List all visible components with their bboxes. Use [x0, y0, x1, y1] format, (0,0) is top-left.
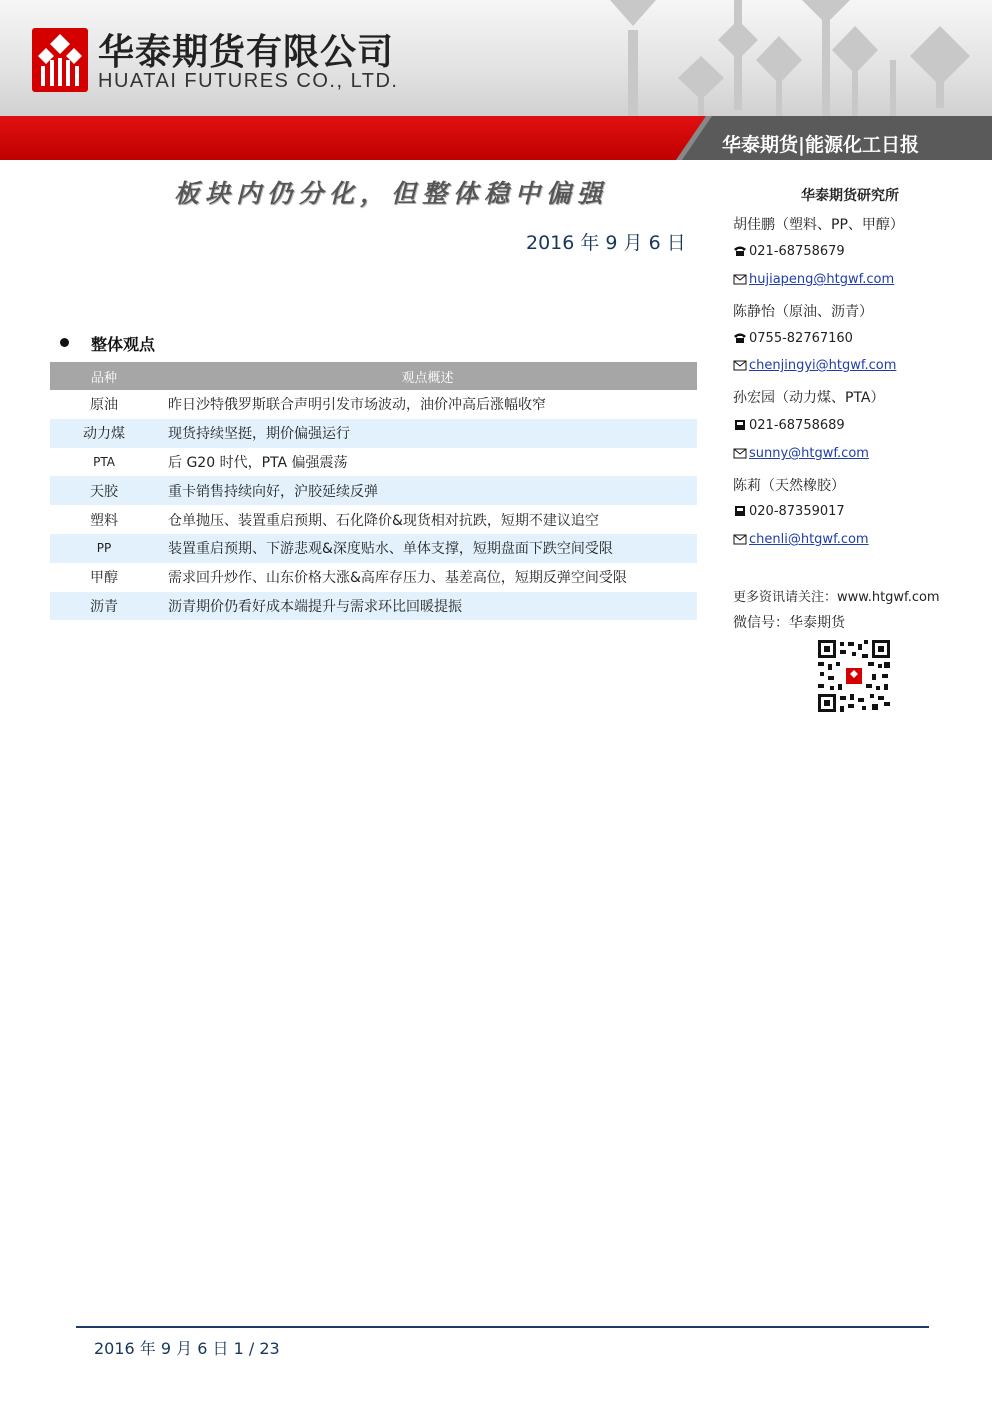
- product-cell: 甲醇: [90, 570, 118, 587]
- phone-number: 0755-82767160: [749, 331, 853, 346]
- table-row: [50, 448, 697, 477]
- footer-page-info: 2016 年 9 月 6 日 1 / 23: [94, 1339, 280, 1358]
- analyst-phone: [733, 331, 853, 346]
- product-cell: PTA: [93, 454, 115, 469]
- mail-icon: [733, 273, 747, 285]
- analyst-email[interactable]: [733, 532, 869, 547]
- company-name-en: HUATAI FUTURES CO., LTD.: [98, 70, 399, 92]
- email-link[interactable]: sunny@htgwf.com: [749, 446, 869, 461]
- table-row: [50, 390, 697, 419]
- phone-icon: [733, 332, 747, 344]
- phone-number: 021-68758679: [749, 244, 845, 259]
- product-cell: 原油: [90, 397, 118, 414]
- fax-phone-icon: [733, 419, 747, 431]
- qr-code-icon: [818, 640, 890, 712]
- analyst-name: 胡佳鹏（塑料、PP、甲醇）: [733, 217, 904, 233]
- mail-icon: [733, 533, 747, 545]
- header-decoration: [590, 0, 992, 118]
- table-row: [50, 476, 697, 505]
- company-name-cn: 华泰期货有限公司: [98, 32, 395, 73]
- product-cell: 动力煤: [83, 426, 125, 443]
- analyst-email[interactable]: [733, 446, 869, 461]
- huatai-logo-icon: [32, 28, 88, 92]
- phone-number: 021-68758689: [749, 418, 845, 433]
- fax-phone-icon: [733, 505, 747, 517]
- wechat-line: 微信号：华泰期货: [733, 615, 845, 631]
- product-cell: 沥青: [90, 598, 118, 615]
- table-row: [50, 563, 697, 592]
- view-cell: 沥青期价仍看好成本端提升与需求环比回暖提振: [168, 598, 462, 615]
- analyst-email[interactable]: [733, 358, 896, 373]
- table-header: [50, 362, 697, 390]
- section-heading: [60, 332, 155, 355]
- report-date: 2016 年 9 月 6 日: [526, 232, 686, 254]
- analyst-name: 陈静怡（原油、沥青）: [733, 304, 873, 320]
- column-header-view: 观点概述: [401, 370, 454, 386]
- product-cell: 天胶: [90, 483, 118, 500]
- view-cell: 仓单抛压、装置重启预期、石化降价&现货相对抗跌，短期不建议追空: [168, 512, 599, 529]
- institute-name: 华泰期货研究所: [801, 188, 899, 204]
- table-row: [50, 592, 697, 621]
- mail-icon: [733, 447, 747, 459]
- bullet-icon: [60, 338, 69, 347]
- product-cell: 塑料: [90, 512, 118, 529]
- headline: 板块内仍分化，但整体稳中偏强: [174, 179, 609, 208]
- view-cell: 装置重启预期、下游悲观&深度贴水、单体支撑，短期盘面下跌空间受限: [168, 541, 613, 558]
- email-link[interactable]: hujiapeng@htgwf.com: [749, 272, 895, 287]
- email-link[interactable]: chenli@htgwf.com: [749, 532, 869, 547]
- phone-number: 020-87359017: [749, 504, 845, 519]
- table-row: [50, 419, 697, 448]
- analyst-email[interactable]: [733, 272, 894, 287]
- more-info-line: 更多资讯请关注：www.htgwf.com: [733, 590, 940, 605]
- table-row: [50, 534, 697, 563]
- overview-table: [50, 362, 697, 620]
- analyst-name: 孙宏园（动力煤、PTA）: [733, 390, 885, 406]
- view-cell: 后 G20 时代，PTA 偏强震荡: [168, 454, 348, 471]
- view-cell: 重卡销售持续向好，沪胶延续反弹: [168, 483, 378, 500]
- analyst-phone: [733, 418, 845, 433]
- phone-icon: [733, 245, 747, 257]
- analyst-name: 陈莉（天然橡胶）: [733, 478, 845, 494]
- mail-icon: [733, 359, 747, 371]
- column-header-product: 品种: [90, 370, 117, 386]
- view-cell: 需求回升炒作、山东价格大涨&高库存压力、基差高位，短期反弹空间受限: [168, 570, 627, 587]
- product-cell: PP: [96, 541, 112, 556]
- email-link[interactable]: chenjingyi@htgwf.com: [749, 358, 897, 373]
- analyst-phone: [733, 244, 845, 259]
- section-label: 整体观点: [91, 335, 156, 354]
- analyst-phone: [733, 504, 845, 519]
- view-cell: 昨日沙特俄罗斯联合声明引发市场波动，油价冲高后涨幅收窄: [168, 397, 546, 414]
- report-title: 华泰期货|能源化工日报: [722, 134, 919, 156]
- table-row: [50, 505, 697, 534]
- view-cell: 现货持续坚挺，期价偏强运行: [168, 426, 350, 443]
- footer-rule: [76, 1326, 929, 1328]
